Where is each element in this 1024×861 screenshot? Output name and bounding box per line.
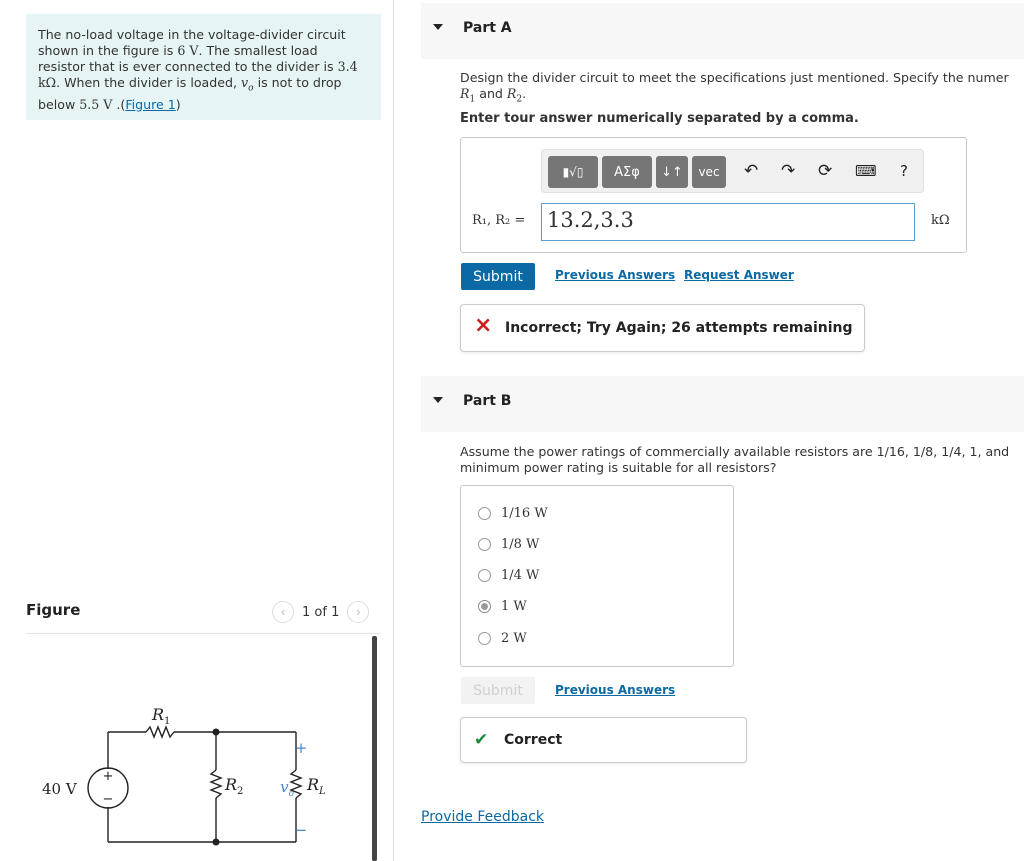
part-a-instruction: Enter tour answer numerically separated by a comma. [460,111,859,126]
incorrect-icon: × [474,313,493,338]
reset-icon[interactable]: ⟳ [818,161,833,181]
rl-label: $R_L$ [307,775,326,797]
template-button[interactable]: ▮√▯ [548,156,598,188]
problem-line-5: below 5.5 V .(Figure 1) [38,96,181,112]
min-voltage: 5.5 V [79,96,113,112]
problem-line-3: resistor that is ever connected to the divider is 3.4 [38,59,358,74]
radio-button[interactable] [478,507,491,520]
option-1-4w[interactable]: 1/4 W [478,568,539,583]
answer-variable-label: R₁, R₂ = [472,213,526,228]
part-a-title: Part A [463,20,512,36]
part-b-header[interactable] [421,376,1024,432]
part-b-feedback [460,717,747,763]
problem-line-2: shown in the figure is 6 V. The smallest load [38,43,318,58]
figure-heading: Figure [26,601,81,619]
part-a-previous-answers-link[interactable]: Previous Answers [555,268,676,282]
chevron-left-icon[interactable]: ‹ [272,601,294,623]
part-a-answer-box [460,137,967,253]
r1-label: $R_1$ [152,705,171,727]
part-a-feedback [460,304,865,352]
option-1w[interactable]: 1 W [478,599,527,614]
help-button[interactable]: ? [900,162,908,180]
r2-label: $R_2$ [225,775,244,797]
figure-link[interactable]: Figure 1 [125,96,176,112]
radio-button[interactable] [478,569,491,582]
problem-line-1: The no-load voltage in the voltage-divider circuit [38,27,346,42]
radio-button[interactable] [478,632,491,645]
provide-feedback-link[interactable]: Provide Feedback [421,809,545,825]
vo-label: $v_o$ [280,778,294,799]
part-b-previous-answers-link[interactable]: Previous Answers [555,683,676,697]
figure-divider [26,633,380,634]
part-b-prompt: Assume the power ratings of commercially available resistors are 1/16, 1/8, 1/4, 1, and minimum power rating is suitable for all resistors? [460,444,1010,475]
chevron-right-icon[interactable]: › [347,601,369,623]
option-1-16w[interactable]: 1/16 W [478,506,548,521]
checkmark-icon: ✔ [474,730,489,750]
option-2w[interactable]: 2 W [478,631,527,646]
math-toolbar [541,149,924,193]
arrows-button[interactable]: ↓↑ [656,156,688,188]
figure-pager [272,601,369,623]
part-b-title: Part B [463,393,512,409]
vector-button[interactable]: vec [692,156,726,188]
part-b-options [460,485,734,667]
load-resistor-value: 3.4 [337,59,358,74]
radio-button[interactable] [478,538,491,551]
part-a-header[interactable] [421,3,1024,59]
request-answer-link[interactable]: Request Answer [684,268,794,282]
page-indicator: 1 of 1 [302,604,340,620]
output-minus: − [294,821,308,839]
part-b-feedback-text: Correct [504,732,563,748]
option-1-8w[interactable]: 1/8 W [478,537,539,552]
caret-down-icon [433,24,443,30]
problem-line-4: kΩ. When the divider is loaded, $v_o$ is not to drop [38,75,342,94]
redo-icon[interactable]: ↷ [781,161,796,181]
source-minus: − [102,792,114,807]
keyboard-icon[interactable]: ⌨ [855,162,877,180]
radio-button-selected[interactable] [478,600,491,613]
part-a-feedback-text: Incorrect; Try Again; 26 attempts remaining [505,320,853,336]
problem-statement [26,14,381,120]
source-voltage-label: 40 V [42,780,77,798]
greek-symbols-button[interactable]: ΑΣφ [602,156,652,188]
column-divider [393,0,394,861]
output-plus: + [294,739,308,757]
figure-scrollbar[interactable] [372,636,377,861]
answer-input[interactable]: 13.2,3.3 [541,203,915,241]
caret-down-icon [433,397,443,403]
part-a-submit-button[interactable]: Submit [461,263,535,290]
no-load-voltage: 6 V [177,43,199,58]
part-b-submit-button: Submit [461,677,535,704]
answer-unit: kΩ [931,213,950,228]
circuit-diagram [26,690,366,861]
undo-icon[interactable]: ↶ [744,161,759,181]
source-plus: + [102,769,114,784]
part-a-prompt: Design the divider circuit to meet the specifications just mentioned. Specify the numer $R_1$ and $R_2$. [460,70,1009,105]
